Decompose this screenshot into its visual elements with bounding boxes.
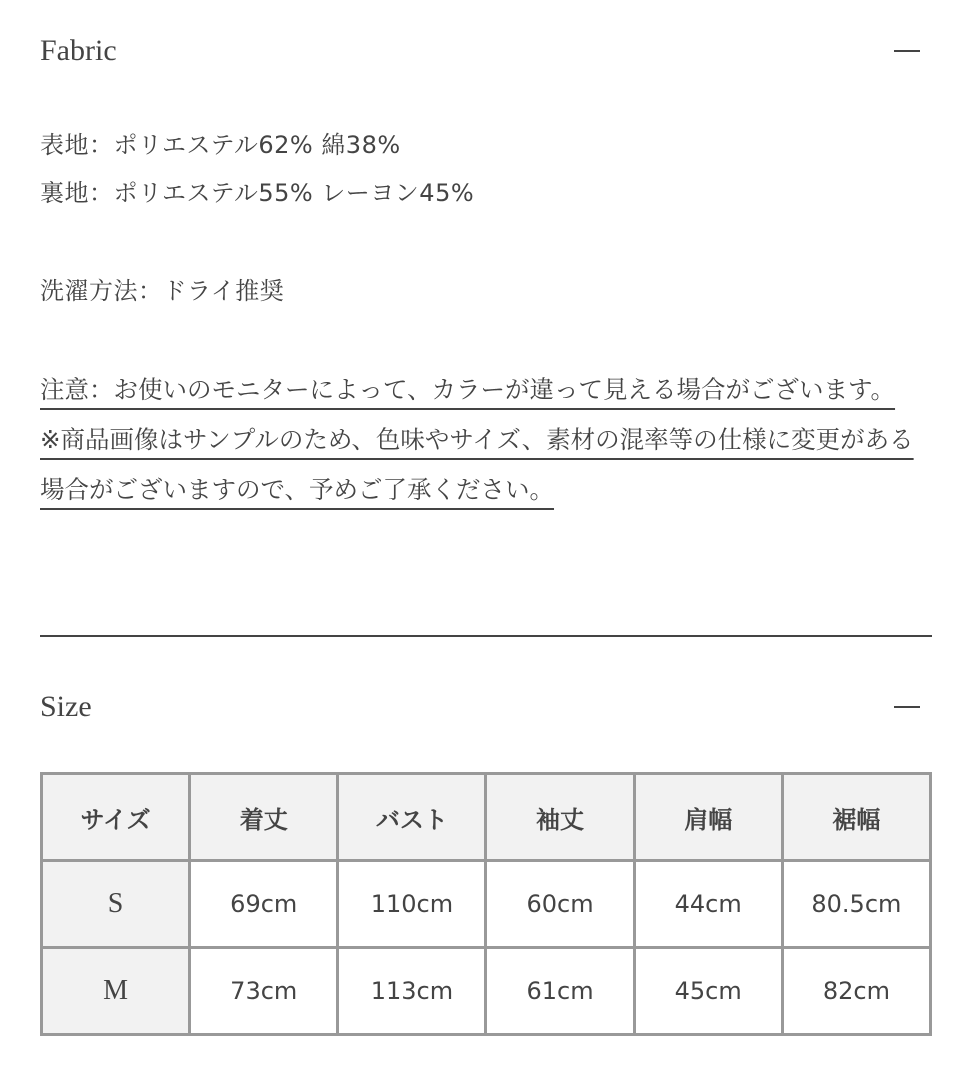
header-hem: 裾幅	[782, 774, 930, 861]
header-shoulder: 肩幅	[634, 774, 782, 861]
sample-notice: ※商品画像はサンプルのため、色味やサイズ、素材の混率等の仕様に変更がある場合がございますので、予めご了承ください。	[40, 425, 914, 504]
size-label: S	[42, 861, 190, 948]
table-cell: 44cm	[634, 861, 782, 948]
table-cell: 80.5cm	[782, 861, 930, 948]
fabric-section-header[interactable]	[40, 34, 932, 68]
table-cell: 73cm	[190, 948, 338, 1035]
fabric-composition	[40, 121, 932, 315]
lining-fabric: 裏地：ポリエステル55% レーヨン45%	[40, 179, 475, 207]
table-row	[42, 948, 931, 1035]
notice	[40, 365, 932, 515]
table-cell: 61cm	[486, 948, 634, 1035]
collapse-minus-icon[interactable]	[894, 50, 920, 52]
size-section-header[interactable]	[40, 690, 932, 724]
header-sleeve: 袖丈	[486, 774, 634, 861]
table-row	[42, 861, 931, 948]
washing-method: 洗濯方法：ドライ推奨	[40, 277, 285, 305]
table-cell: 113cm	[338, 948, 486, 1035]
outer-fabric: 表地：ポリエステル62% 綿38%	[40, 131, 401, 159]
table-cell: 110cm	[338, 861, 486, 948]
table-cell: 69cm	[190, 861, 338, 948]
table-header-row	[42, 774, 931, 861]
table-cell: 82cm	[782, 948, 930, 1035]
size-label: M	[42, 948, 190, 1035]
table-cell: 60cm	[486, 861, 634, 948]
monitor-color-notice: 注意：お使いのモニターによって、カラーが違って見える場合がございます。	[40, 375, 896, 404]
collapse-minus-icon[interactable]	[894, 706, 920, 708]
header-bust: バスト	[338, 774, 486, 861]
size-title: Size	[40, 690, 92, 723]
section-divider	[40, 635, 932, 637]
header-length: 着丈	[190, 774, 338, 861]
size-table	[40, 772, 932, 1036]
table-cell: 45cm	[634, 948, 782, 1035]
fabric-title: Fabric	[40, 34, 117, 67]
header-size: サイズ	[42, 774, 190, 861]
